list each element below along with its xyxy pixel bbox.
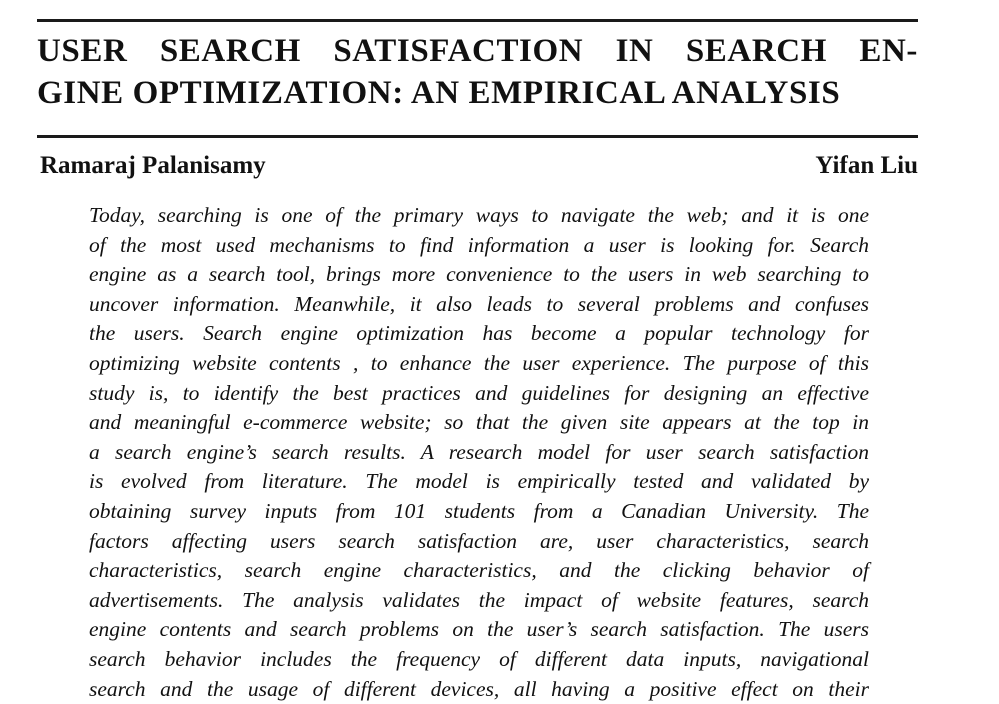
abstract xyxy=(89,201,869,704)
title-line: GINE OPTIMIZATION: AN EMPIRICAL ANALYSIS xyxy=(37,72,918,114)
abstract-line: is evolved from literature. The model is empirically tested and validated by xyxy=(89,467,869,497)
abstract-line: factors affecting users search satisfaction are, user characteristics, search xyxy=(89,527,869,557)
abstract-line: of the most used mechanisms to find information a user is looking for. Search xyxy=(89,231,869,261)
abstract-line: study is, to identify the best practices and guidelines for designing an effective xyxy=(89,379,869,409)
abstract-line: engine contents and search problems on the user’s search satisfaction. The users xyxy=(89,615,869,645)
paper-title xyxy=(37,30,918,114)
title-line: USER SEARCH SATISFACTION IN SEARCH EN- xyxy=(37,30,918,72)
abstract-line: advertisements. The analysis validates the impact of website features, search xyxy=(89,586,869,616)
title-bottom-rule xyxy=(37,135,918,138)
abstract-line: a search engine’s search results. A research model for user search satisfaction xyxy=(89,438,869,468)
abstract-line: the users. Search engine optimization has become a popular technology for xyxy=(89,319,869,349)
top-rule xyxy=(37,19,918,22)
author-list xyxy=(40,150,918,182)
abstract-line: optimizing website contents , to enhance the user experience. The purpose of this xyxy=(89,349,869,379)
author-name: Yifan Liu xyxy=(815,150,918,182)
author-name: Ramaraj Palanisamy xyxy=(40,150,266,182)
abstract-line: uncover information. Meanwhile, it also leads to several problems and confuses xyxy=(89,290,869,320)
abstract-line: characteristics, search engine characteristics, and the clicking behavior of xyxy=(89,556,869,586)
abstract-line: Today, searching is one of the primary ways to navigate the web; and it is one xyxy=(89,201,869,231)
abstract-line: engine as a search tool, brings more convenience to the users in web searching to xyxy=(89,260,869,290)
abstract-line: search behavior includes the frequency of different data inputs, navigational xyxy=(89,645,869,675)
abstract-line: obtaining survey inputs from 101 students from a Canadian University. The xyxy=(89,497,869,527)
abstract-line: search and the usage of different devices, all having a positive effect on their xyxy=(89,675,869,704)
abstract-line: and meaningful e-commerce website; so that the given site appears at the top in xyxy=(89,408,869,438)
